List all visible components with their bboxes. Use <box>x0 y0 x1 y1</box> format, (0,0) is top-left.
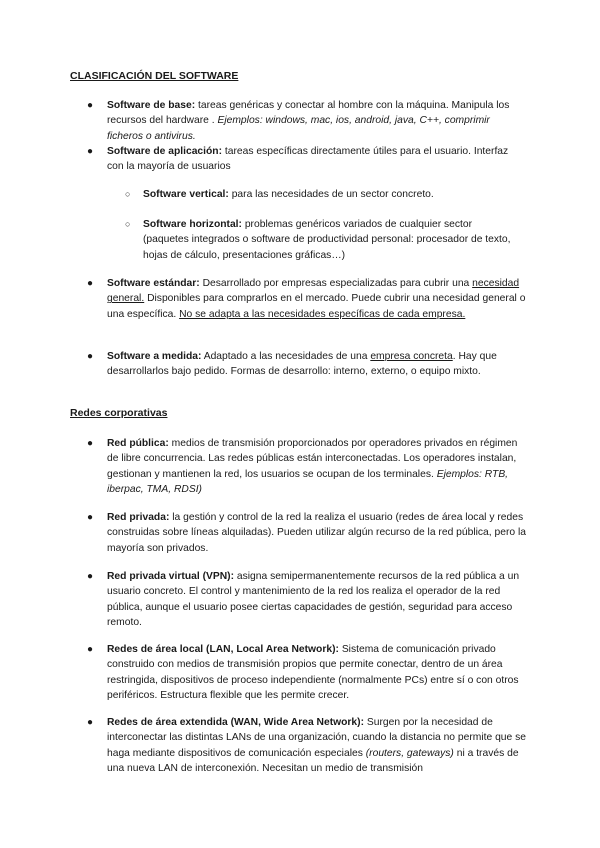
item-text: la gestión y control de la red la realiza el usuario (redes de área local y redes construidas sobre líneas alquiladas). Pueden utilizar algún recurso de la red pública, pero la mayoría son privados. <box>107 512 526 554</box>
list-item-red-privada <box>107 510 527 556</box>
item-term: Red privada: <box>107 512 170 523</box>
item-text: asigna semipermanentemente recursos de la red pública a un usuario concreto. El control y mantenimiento de la red los realiza el operador de la red pública, aunque el usuario posee ciertas capacidades de gestión, seguridad para acceso remoto. <box>107 571 520 629</box>
item-text: Adaptado a las necesidades de una <box>201 351 371 362</box>
list-item-red-lan <box>107 642 527 704</box>
item-text: para las necesidades de un sector concreto. <box>228 189 434 200</box>
item-text: tareas específicas directamente útiles para el usuario. Interfaz con la mayoría de usuarios <box>107 146 509 173</box>
sub-bullet-icon: ○ <box>125 189 131 199</box>
item-term: Red privada virtual (VPN): <box>107 571 235 582</box>
bullet-icon: ● <box>87 644 94 655</box>
bullet-icon: ● <box>87 351 94 362</box>
sub-bullet-icon: ○ <box>125 219 131 229</box>
bullet-icon: ● <box>87 146 94 157</box>
item-term: Redes de área local (LAN, Local Area Network): <box>107 644 339 655</box>
item-text: Sistema de comunicación privado construido con medios de transmisión propios que permite conectar, dentro de un área restringida, dispositivos de proceso independiente (normalmente PCs) entre sí o con otros periféricos. Estructura flexible que les permite crecer. <box>107 644 519 702</box>
list-item-software-aplicacion <box>107 144 527 175</box>
item-text: Desarrollado por empresas especializadas para cubrir una <box>199 278 473 289</box>
underlined-text: empresa concreta <box>370 351 453 362</box>
item-examples: Ejemplos: windows, mac, ios, android, java, C++, comprimir ficheros o antivirus. <box>107 115 490 142</box>
bullet-icon: ● <box>87 717 94 728</box>
list-item-software-base <box>107 98 527 144</box>
underlined-text: necesidad general. <box>107 278 520 305</box>
item-text: tareas genéricas y conectar al hombre con la máquina. Manipula los recursos del hardware . <box>107 100 510 127</box>
sub-item-software-horizontal <box>143 217 513 263</box>
item-term: Software estándar: <box>107 278 200 289</box>
item-text: problemas genéricos variados de cualquier sector (paquetes integrados o software de productividad personal: procesador de texto, hojas de cálculo, presentaciones gráficas…) <box>143 219 511 261</box>
list-item-software-medida <box>107 349 527 380</box>
item-text: . Hay que desarrollarlos bajo pedido. Formas de desarrollo: interno, externo, o equipo mixto. <box>107 351 497 378</box>
item-term: Software de aplicación: <box>107 146 223 157</box>
sub-item-software-vertical <box>143 187 513 202</box>
underlined-text: No se adapta a las necesidades específicas de cada empresa. <box>179 308 466 320</box>
item-term: Software vertical: <box>143 189 229 200</box>
item-term: Red pública: <box>107 438 169 449</box>
bullet-icon: ● <box>87 278 94 289</box>
item-examples: (routers, gateways) <box>365 747 454 759</box>
bullet-icon: ● <box>87 438 94 449</box>
list-item-software-estandar <box>107 276 527 322</box>
item-text: Surgen por la necesidad de interconectar las distintas LANs de una organización, cuando la distancia no permite que se haga mediante dispositivos de comunicación especiales <box>107 717 526 759</box>
item-term: Redes de área extendida (WAN, Wide Area Network): <box>107 717 365 728</box>
item-text: Disponibles para comprarlos en el mercado. Puede cubrir una necesidad general o una específica. <box>107 293 526 320</box>
item-term: Software horizontal: <box>143 219 242 230</box>
bullet-icon: ● <box>87 512 94 523</box>
bullet-icon: ● <box>87 571 94 582</box>
list-item-red-publica <box>107 436 527 498</box>
item-text: medios de transmisión proporcionados por operadores privados en régimen de libre concurrencia. Las redes públicas están interconectadas. Los operadores instalan, gestionan y mantienen la red, los usuarios se ocupan de los terminales. <box>107 438 518 480</box>
list-item-red-vpn <box>107 569 527 631</box>
bullet-icon: ● <box>87 100 94 111</box>
item-text: ni a través de una nueva LAN de interconexión. Necesitan un medio de transmisión <box>107 747 519 775</box>
item-term: Software a medida: <box>107 351 202 362</box>
item-term: Software de base: <box>107 100 196 111</box>
list-item-red-wan <box>107 715 527 777</box>
item-examples: Ejemplos: RTB, iberpac, TMA, RDSI) <box>107 468 509 496</box>
section-title-software: CLASIFICACIÓN DEL SOFTWARE <box>70 70 239 82</box>
section-title-redes: Redes corporativas <box>70 407 168 419</box>
